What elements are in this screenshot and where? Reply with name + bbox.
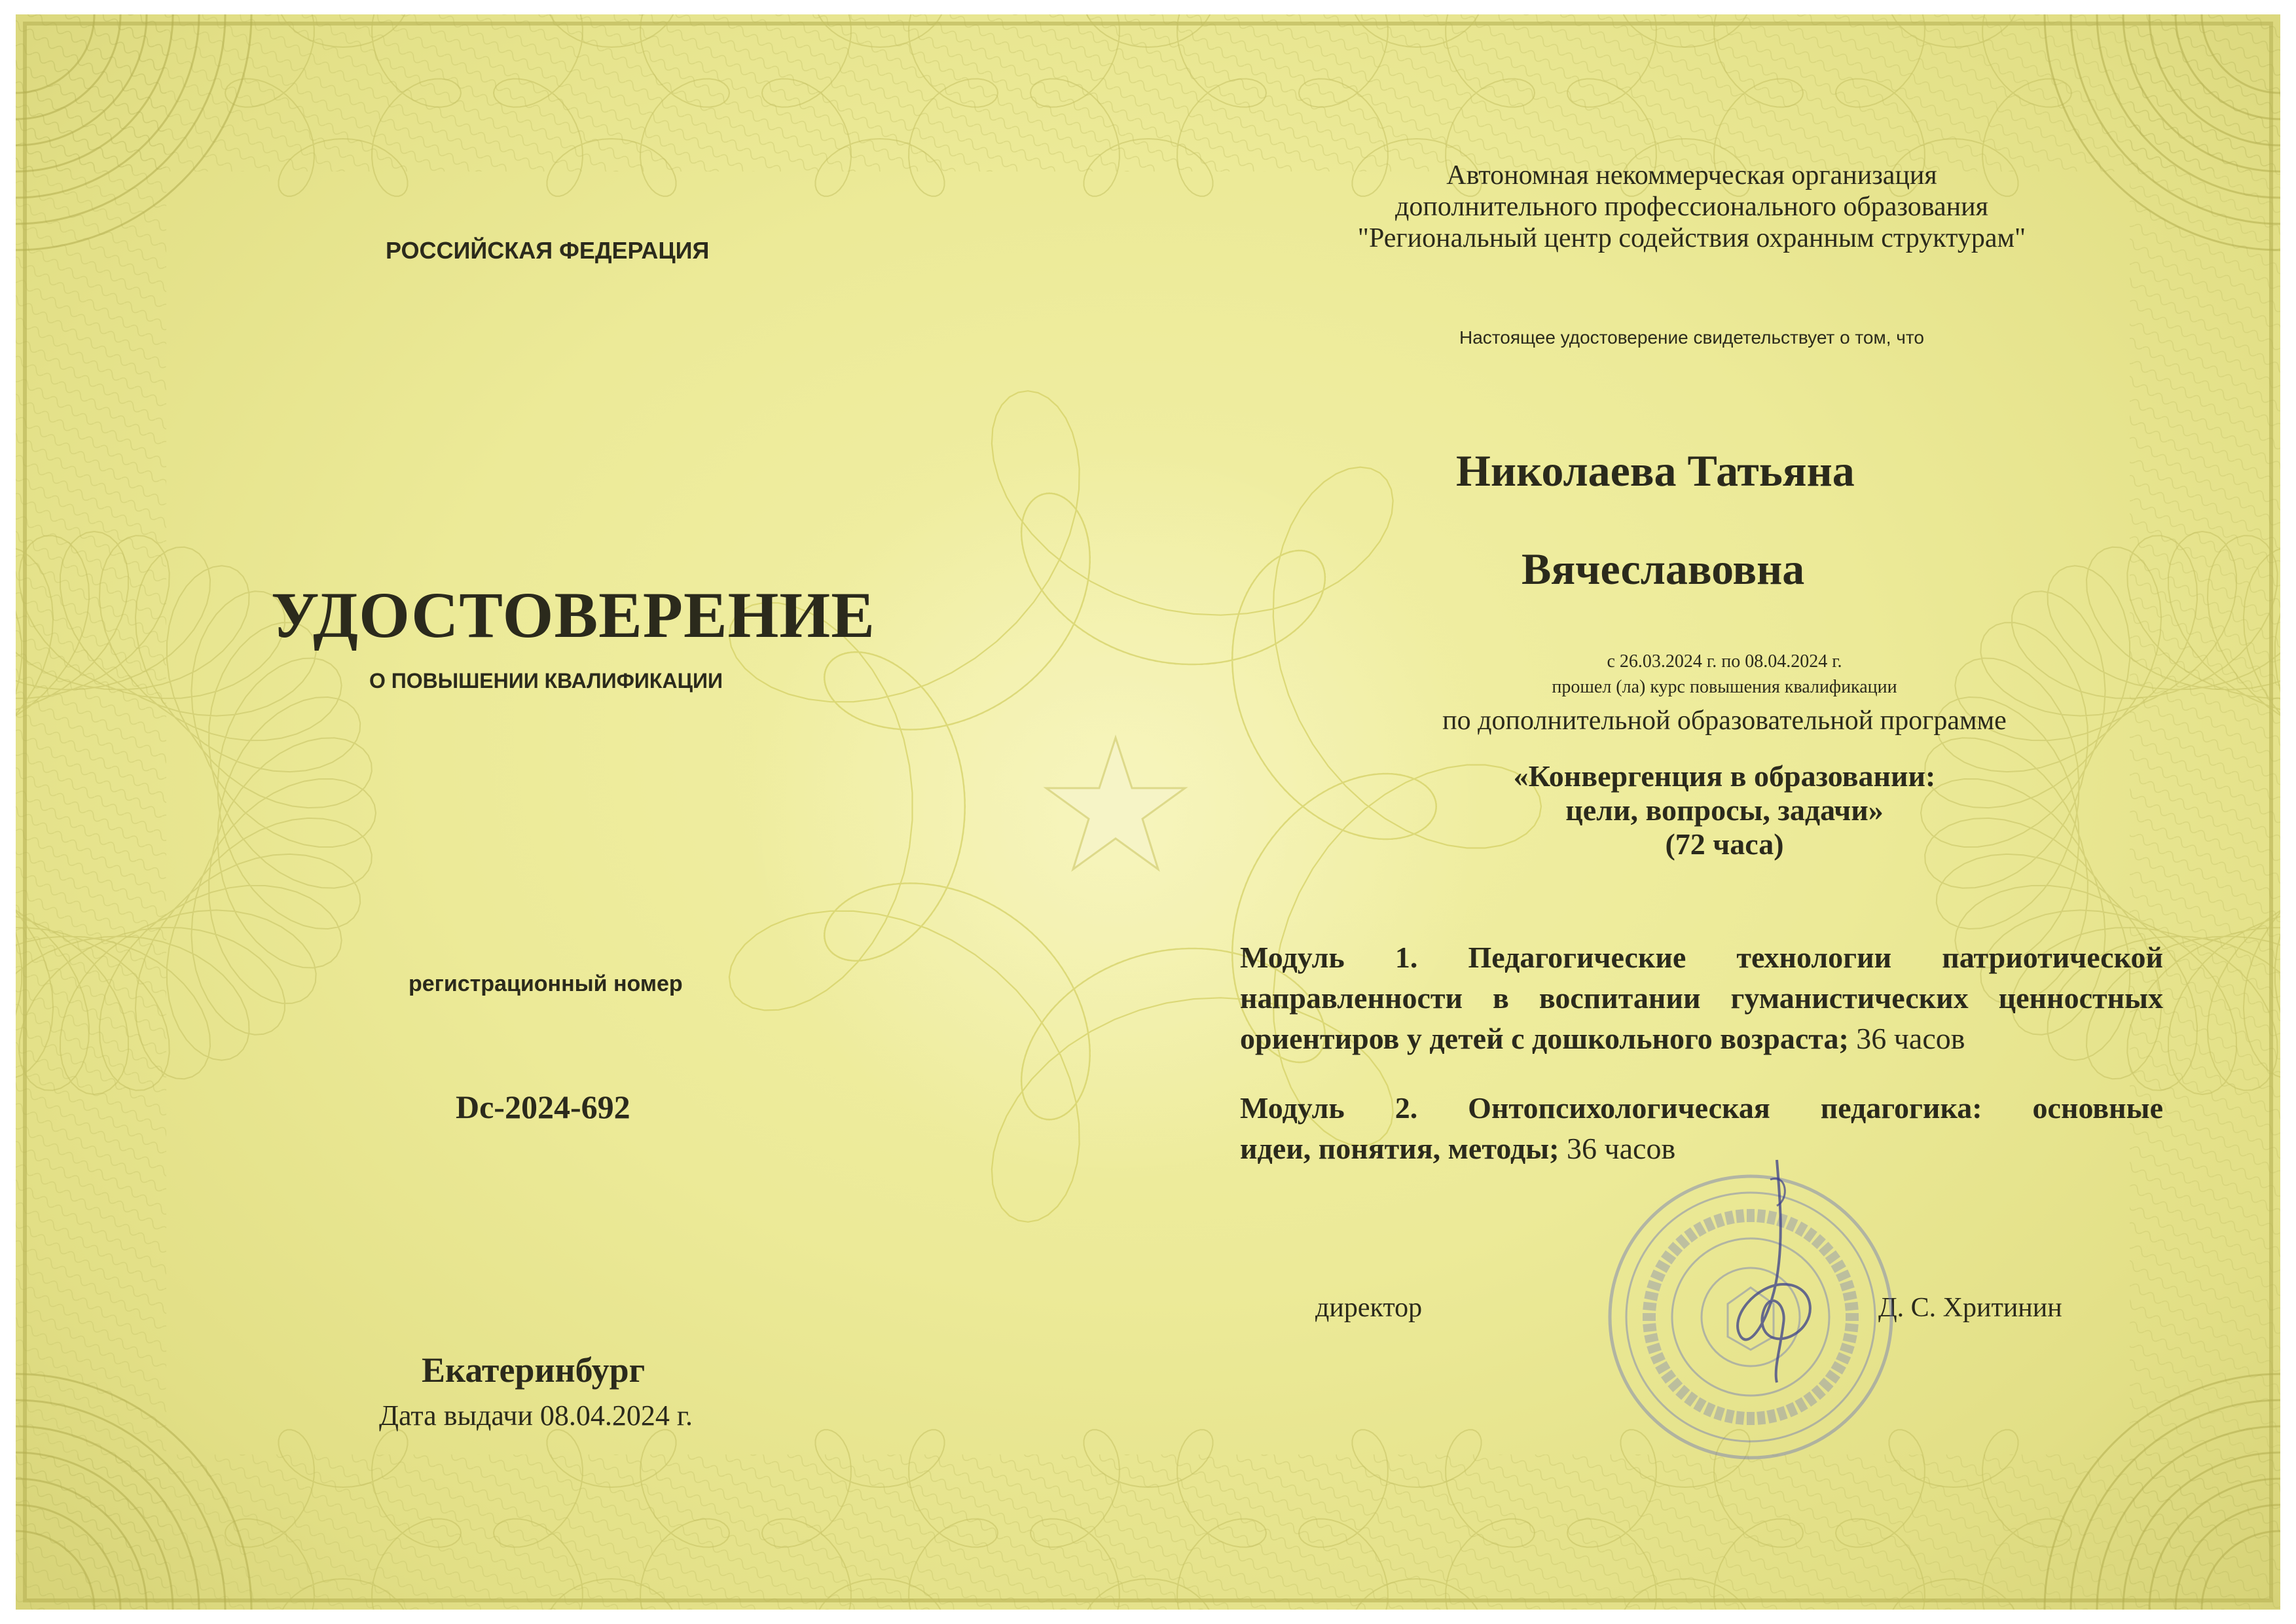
module-1-line-2: направленности в воспитании гуманистических ценностных [1240,981,2163,1015]
certificate-sheet [16,14,2280,1610]
recipient-name-line-1: Николаева Татьяна [1456,446,1855,496]
module-1-hours: 36 часов [1848,1022,1965,1055]
module-1 [1240,937,2163,1059]
course-passed-text: прошел (ла) курс повышения квалификации [1552,677,1897,697]
course-period: с 26.03.2024 г. по 08.04.2024 г. [1607,651,1842,672]
organization-line-2: дополнительного профессионального образования [1395,192,1988,222]
program-hours: (72 часа) [1665,827,1784,861]
country-label: РОССИЙСКАЯ ФЕДЕРАЦИЯ [386,237,710,264]
director-signature [1679,1140,1875,1389]
module-2-line-1: Модуль 2. Онтопсихологическая педагогика: основные [1240,1091,2163,1125]
director-label: директор [1315,1293,1423,1323]
registration-number: Dc-2024-692 [456,1089,630,1125]
registration-label: регистрационный номер [409,971,683,996]
document-title: УДОСТОВЕРЕНИЕ [271,579,875,651]
document-subtitle: О ПОВЫШЕНИИ КВАЛИФИКАЦИИ [369,669,723,693]
city-label: Екатеринбург [422,1350,646,1390]
issue-date: Дата выдачи 08.04.2024 г. [379,1399,693,1432]
organization-line-1: Автономная некоммерческая организация [1446,160,1937,190]
director-name: Д. С. Хритинин [1878,1293,2062,1323]
certifies-text: Настоящее удостоверение свидетельствует о том, что [1459,327,1924,348]
module-2-hours: 36 часов [1559,1132,1676,1165]
organization-line-3: "Региональный центр содействия охранным структурам" [1357,223,2026,253]
program-title-line-1: «Конвергенция в образовании: [1513,759,1936,793]
module-1-line-3: ориентиров у детей с дошкольного возраста; [1240,1022,1849,1055]
module-1-line-1: Модуль 1. Педагогические технологии патриотической [1240,941,2163,974]
program-title-line-2: цели, вопросы, задачи» [1565,793,1884,827]
program-intro: по дополнительной образовательной программе [1442,706,2007,736]
organization-name [1299,160,2085,254]
module-2-line-2: идеи, понятия, методы; [1240,1132,1559,1165]
recipient-name-line-2: Вячеславовна [1522,544,1805,594]
program-title [1430,759,2019,861]
